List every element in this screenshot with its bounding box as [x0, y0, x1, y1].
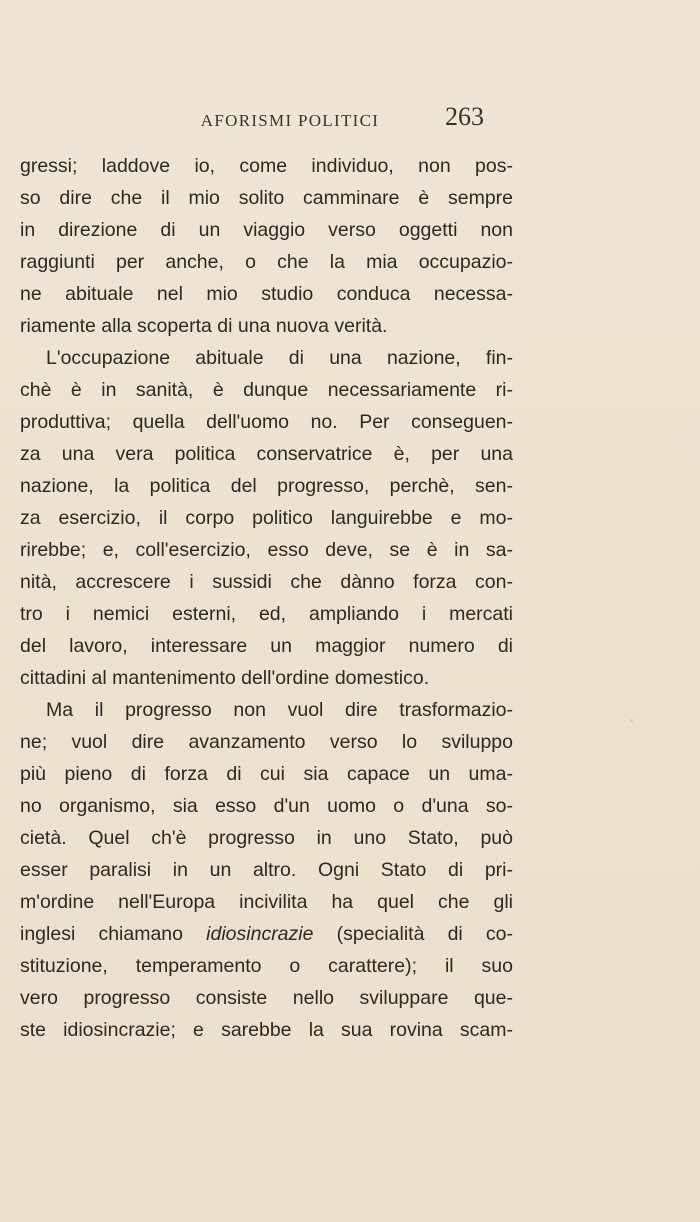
- text-line: no organismo, sia esso d'un uomo o d'una so-: [20, 795, 513, 817]
- running-title: AFORISMI POLITICI: [200, 111, 380, 130]
- text-line: L'occupazione abituale di una nazione, fin-: [46, 347, 513, 369]
- text-line: nazione, la politica del progresso, perchè, sen-: [20, 475, 513, 497]
- page-number: 263: [445, 102, 484, 131]
- page-header: [20, 102, 688, 138]
- paper-speck: [630, 719, 633, 722]
- text-run: inglesi chiamano: [20, 923, 207, 945]
- body-text: [20, 150, 513, 1046]
- text-line: za esercizio, il corpo politico languirebbe e mo-: [20, 507, 513, 529]
- text-line: in direzione di un viaggio verso oggetti non: [20, 219, 513, 241]
- text-line: so dire che il mio solito camminare è sempre: [20, 187, 513, 209]
- text-line: raggiunti per anche, o che la mia occupazio-: [20, 251, 513, 273]
- text-line: ste idiosincrazie; e sarebbe la sua rovina scam-: [20, 1019, 513, 1041]
- text-line: del lavoro, interessare un maggior numero di: [20, 635, 513, 657]
- text-run: (specialità di co-: [313, 923, 513, 945]
- text-line: stituzione, temperamento o carattere); il suo: [20, 955, 513, 977]
- text-line: chè è in sanità, è dunque necessariamente ri-: [20, 379, 513, 401]
- text-line: [20, 918, 513, 950]
- text-line: gressi; laddove io, come individuo, non pos-: [20, 155, 513, 177]
- italic-term: idiosincrazie: [206, 923, 314, 945]
- text-line: riamente alla scoperta di una nuova verità.: [20, 315, 388, 337]
- text-line: ne; vuol dire avanzamento verso lo sviluppo: [20, 731, 513, 753]
- text-line: tro i nemici esterni, ed, ampliando i mercati: [20, 603, 513, 625]
- text-line: esser paralisi in un altro. Ogni Stato di pri-: [20, 859, 513, 881]
- text-line: vero progresso consiste nello sviluppare que-: [20, 987, 513, 1009]
- text-line: cietà. Quel ch'è progresso in uno Stato, può: [20, 827, 513, 849]
- text-line: Ma il progresso non vuol dire trasformazio-: [46, 699, 513, 721]
- text-line: più pieno di forza di cui sia capace un uma-: [20, 763, 513, 785]
- text-line: nità, accrescere i sussidi che dànno forza con-: [20, 571, 513, 593]
- text-line: za una vera politica conservatrice è, per una: [20, 443, 513, 465]
- text-line: produttiva; quella dell'uomo no. Per conseguen-: [20, 411, 513, 433]
- text-line: rirebbe; e, coll'esercizio, esso deve, se è in sa-: [20, 539, 513, 561]
- text-line: ne abituale nel mio studio conduca necessa-: [20, 283, 513, 305]
- text-line: m'ordine nell'Europa incivilita ha quel che gli: [20, 891, 513, 913]
- text-line: cittadini al mantenimento dell'ordine domestico.: [20, 667, 430, 689]
